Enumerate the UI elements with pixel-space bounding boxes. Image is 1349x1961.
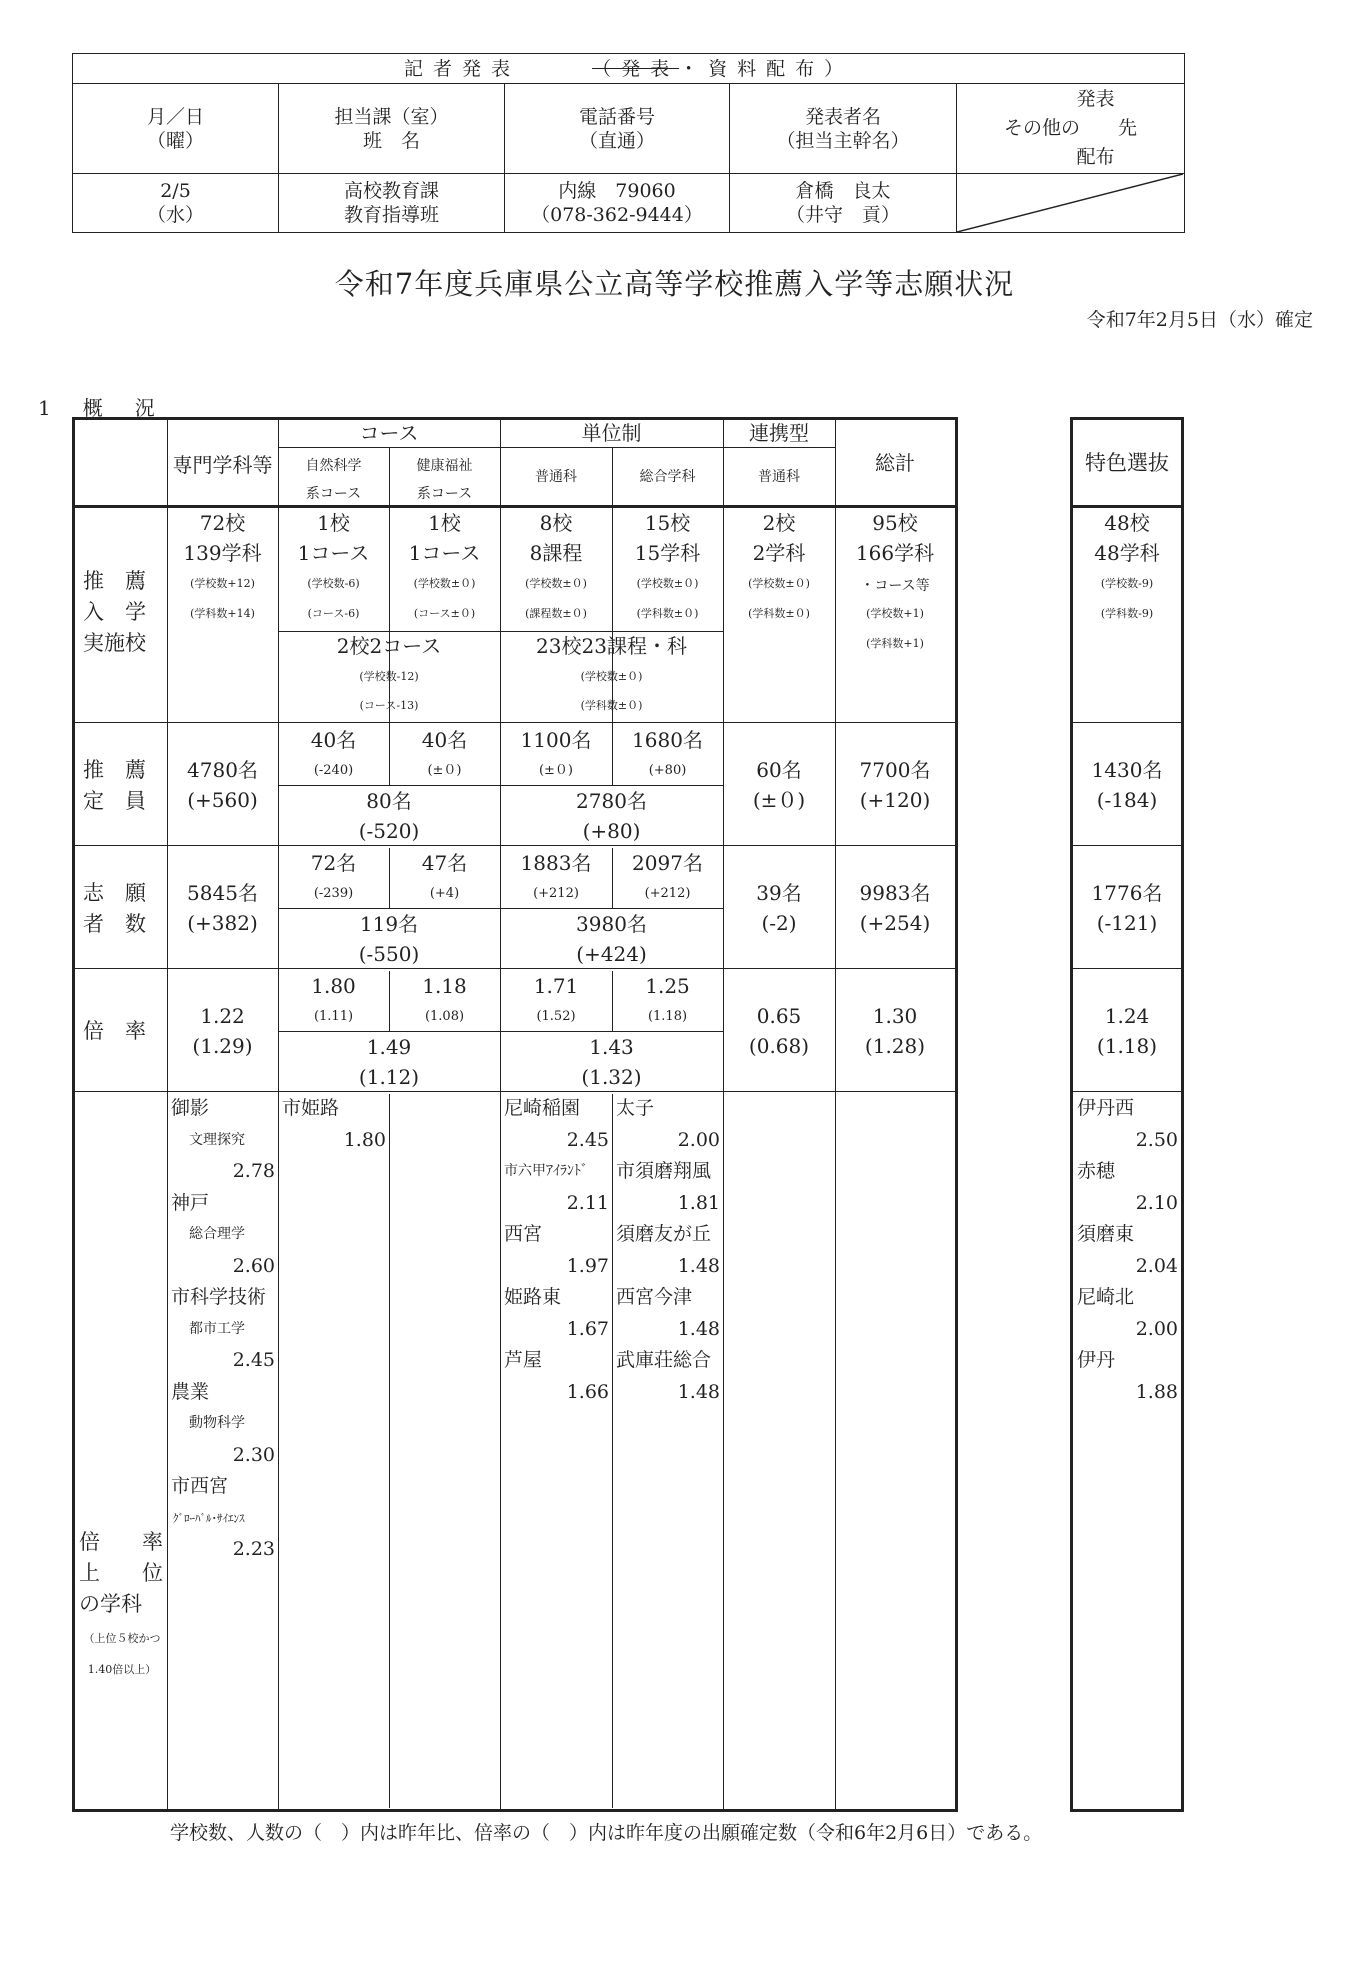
schools-shizen: 1校 1コース (学校数-6) (コース-6) — [297, 511, 370, 620]
list-item: 伊丹 1.88 — [1077, 1349, 1178, 1403]
list-item: 西宮 1.97 — [504, 1223, 609, 1277]
tokushoku-table — [1070, 417, 1184, 1812]
header-other: 発表 その他の 先 配布 — [957, 84, 1185, 174]
header-total: 総計 — [875, 451, 915, 475]
ratio-tani-sum: 1.43 (1.32) — [581, 1035, 642, 1089]
ratio-kenko: 1.18 (1.08) — [422, 974, 467, 1024]
schools-sogo: 15校 15学科 (学校数±０) (学科数±０) — [634, 511, 701, 620]
list-item: 市姫路 1.80 — [282, 1097, 386, 1151]
header-course: コース — [359, 421, 419, 445]
capacity-futsu: 1100名 (±０) — [520, 728, 592, 778]
top-tokushoku-list — [1077, 1093, 1178, 1408]
list-item: 須磨友が丘 1.48 — [616, 1223, 720, 1277]
applicants-tani-sum: 3980名 (+424) — [576, 912, 647, 966]
page-title: 令和7年度兵庫県公立高等学校推薦入学等志願状況 — [334, 267, 1015, 301]
header-tanisei: 単位制 — [581, 421, 642, 445]
capacity-sogo: 1680名 (+80) — [632, 728, 703, 778]
header-renkei-futsu: 普通科 — [758, 469, 800, 485]
capacity-tani-sum: 2780名 (+80) — [576, 789, 647, 843]
header-senmon: 専門学科等 — [172, 453, 273, 477]
list-item: 芦屋 1.66 — [504, 1349, 609, 1403]
capacity-course-sum: 80名 (-520) — [358, 789, 420, 843]
schools-tani-sum: 23校23課程・科 (学校数±０) (学科数±０) — [536, 634, 687, 712]
list-item: 御影 文理探究 2.78 — [171, 1097, 275, 1182]
ratio-senmon: 1.22 (1.29) — [192, 1004, 253, 1058]
label-schools: 推 薦 入 学 実施校 — [83, 569, 146, 655]
capacity-renkei: 60名 (±０) — [752, 758, 806, 812]
applicants-course-sum: 119名 (-550) — [358, 912, 420, 966]
schools-total: 95校 166学科 ・コース等 (学校数+1) (学科数+1) — [855, 511, 935, 650]
diagonal-line — [957, 174, 1183, 232]
header-shizen: 自然科学 系コース — [305, 458, 362, 502]
header-futsu: 普通科 — [535, 469, 577, 485]
press-title-left: 記者発表 — [403, 57, 520, 80]
overview-table — [72, 417, 958, 1812]
ratio-sogo: 1.25 (1.18) — [645, 974, 690, 1024]
schools-futsu: 8校 8課程 (学校数±０) (課程数±０) — [525, 511, 587, 620]
applicants-sogo: 2097名 (+212) — [632, 851, 703, 901]
schools-kenko: 1校 1コース (学校数±０) (コース±０) — [408, 511, 481, 620]
applicants-senmon: 5845名 (+382) — [187, 881, 258, 935]
list-item: 武庫荘総合 1.48 — [616, 1349, 720, 1403]
top-shizen-list — [282, 1093, 386, 1156]
capacity-shizen: 40名 (-240) — [310, 728, 357, 778]
list-item: 西宮今津 1.48 — [616, 1286, 720, 1340]
list-item: 赤穂 2.10 — [1077, 1160, 1178, 1214]
ratio-futsu: 1.71 (1.52) — [533, 974, 579, 1024]
list-item: 市六甲ｱｲﾗﾝﾄﾞ 2.11 — [504, 1163, 609, 1214]
label-top-note: （上位５校かつ 1.40倍以上） — [83, 1632, 161, 1676]
value-dept: 高校教育課 教育指導班 — [279, 174, 505, 233]
press-title-strike: （発表 — [592, 57, 680, 80]
ratio-total: 1.30 (1.28) — [864, 1004, 926, 1058]
section-heading: 1 概 況 — [38, 396, 161, 420]
applicants-renkei: 39名 (-2) — [756, 881, 802, 935]
press-title-right: ・資料配布） — [679, 57, 854, 80]
applicants-total: 9983名 (+254) — [859, 881, 931, 935]
schools-course-sum: 2校2コース (学校数-12) (コース-13) — [336, 634, 442, 712]
top-futsu-list — [504, 1093, 609, 1408]
applicants-shizen: 72名 (-239) — [310, 851, 357, 901]
label-ratio: 倍 率 — [83, 1019, 146, 1043]
list-item: 尼崎北 2.00 — [1077, 1286, 1178, 1340]
ratio-course-sum: 1.49 (1.12) — [358, 1035, 420, 1089]
value-phone: 内線 79060 （078-362-9444） — [505, 174, 730, 233]
applicants-futsu: 1883名 (+212) — [520, 851, 592, 901]
header-tokushoku: 特色選抜 — [1085, 451, 1169, 475]
header-presenter: 発表者名 （担当主幹名） — [730, 84, 957, 174]
value-date: 2/5 （水） — [73, 174, 279, 233]
label-top: 倍 率 上 位 の学科 — [79, 1530, 163, 1616]
list-item: 太子 2.00 — [616, 1097, 720, 1151]
list-item: 神戸 総合理学 2.60 — [171, 1191, 275, 1277]
list-item: 姫路東 1.67 — [504, 1286, 609, 1340]
capacity-tokushoku: 1430名 (-184) — [1091, 758, 1163, 812]
label-applicants: 志 願 者 数 — [83, 881, 146, 936]
top-sogo-list — [616, 1093, 720, 1408]
list-item: 市西宮 ｸﾞﾛｰﾊﾞﾙ･ｻｲｴﾝｽ 2.23 — [171, 1475, 275, 1560]
list-item: 尼崎稲園 2.45 — [504, 1097, 609, 1151]
header-dept: 担当課（室） 班 名 — [279, 84, 505, 174]
list-item: 市須磨翔風 1.81 — [616, 1160, 720, 1214]
applicants-kenko: 47名 (+4) — [421, 851, 468, 901]
ratio-renkei: 0.65 (0.68) — [748, 1004, 810, 1058]
schools-renkei: 2校 2学科 (学校数±０) (学科数±０) — [748, 511, 810, 620]
header-kenko: 健康福祉 系コース — [416, 458, 473, 502]
header-phone: 電話番号 （直通） — [505, 84, 730, 174]
press-title-row — [73, 54, 1185, 84]
schools-tokushoku: 48校 48学科 (学校数-9) (学科数-9) — [1094, 511, 1160, 620]
confirmed-date: 令和7年2月5日（水）確定 — [1086, 309, 1313, 331]
list-item: 市科学技術 都市工学 2.45 — [171, 1286, 275, 1371]
header-date: 月／日 （曜） — [73, 84, 279, 174]
footnote: 学校数、人数の（ ）内は昨年比、倍率の（ ）内は昨年度の出願確定数（令和6年2月6日）である。 — [170, 1822, 1043, 1844]
header-renkei: 連携型 — [749, 421, 809, 445]
label-capacity: 推 薦 定 員 — [83, 758, 146, 813]
ratio-shizen: 1.80 (1.11) — [311, 974, 356, 1024]
capacity-total: 7700名 (+120) — [859, 758, 931, 812]
list-item: 須磨東 2.04 — [1077, 1223, 1178, 1277]
list-item: 農業 動物科学 2.30 — [171, 1380, 275, 1466]
value-other-diagonal — [957, 174, 1185, 233]
applicants-tokushoku: 1776名 (-121) — [1091, 881, 1163, 935]
press-header-table — [72, 53, 1185, 233]
header-sogo: 総合学科 — [639, 469, 696, 485]
value-presenter: 倉橋 良太 （井守 貢） — [730, 174, 957, 233]
capacity-senmon: 4780名 (+560) — [187, 758, 258, 812]
top-senmon-list — [171, 1093, 275, 1566]
list-item: 伊丹西 2.50 — [1077, 1097, 1178, 1151]
capacity-kenko: 40名 (±０) — [421, 728, 468, 778]
schools-senmon: 72校 139学科 (学校数+12) (学科数+14) — [183, 511, 262, 620]
ratio-tokushoku: 1.24 (1.18) — [1096, 1004, 1158, 1058]
